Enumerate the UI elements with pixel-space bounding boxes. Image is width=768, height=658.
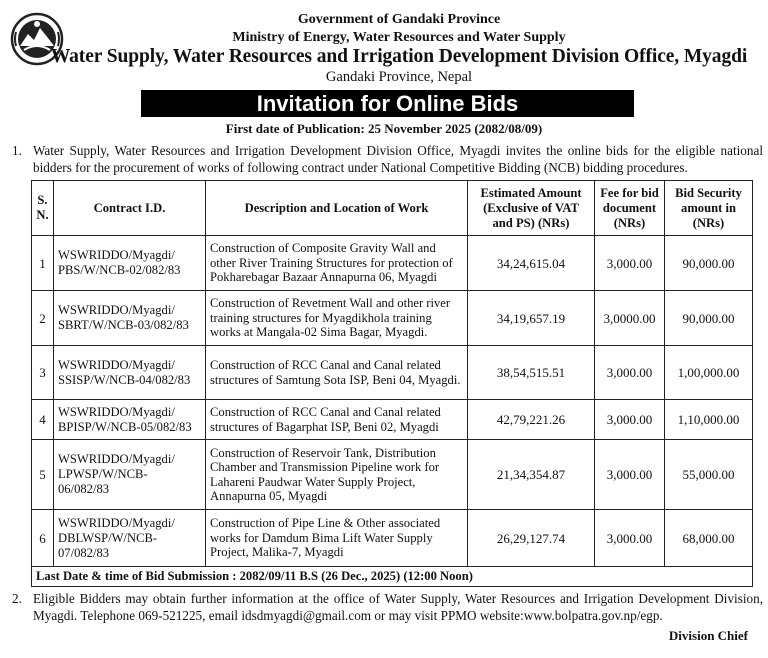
paragraph-text: Eligible Bidders may obtain further information at the office of Water Supply, Water Resources and Irrigation Development Division, Myagdi. Telephone 069-521225, email idsdmyagdi@gmail.com or may visit PPMO website:www.bolpatra.gov.np/egp. [33, 591, 763, 623]
ministry-name: Ministry of Energy, Water Resources and Water Supply [232, 30, 566, 45]
row-bid-security: 90,000.00 [665, 236, 753, 291]
paragraph-text: Water Supply, Water Resources and Irrigation Development Division Office, Myagdi invites the online bids for the eligible national bidders for the procurement of works of following contract under National Competitive Bidding (NCB) bidding procedures. [33, 143, 763, 175]
government-name: Government of Gandaki Province [297, 12, 501, 27]
table-row [32, 510, 753, 567]
header-sn: S. N. [32, 181, 54, 236]
paragraph-number: 1. [12, 143, 22, 158]
table-row [32, 291, 753, 346]
row-description: Construction of Pipe Line & Other associated works for Damdum Bima Lift Water Supply Project, Malika-7, Myagdi [206, 510, 468, 567]
row-bid-security: 90,000.00 [665, 291, 753, 346]
table-row [32, 346, 753, 400]
table-row [32, 400, 753, 440]
row-contract-id: WSWRIDDO/Myagdi/ SSISP/W/NCB-04/082/83 [54, 346, 206, 400]
row-bid-security: 68,000.00 [665, 510, 753, 567]
row-contract-id: WSWRIDDO/Myagdi/ BPISP/W/NCB-05/082/83 [54, 400, 206, 440]
row-description: Construction of RCC Canal and Canal related structures of Samtung Sota ISP, Beni 04, Myagdi. [206, 346, 468, 400]
bids-table [31, 180, 753, 587]
row-fee: 3,000.00 [595, 440, 665, 510]
row-estimated-amount: 34,24,615.04 [468, 236, 595, 291]
row-estimated-amount: 42,79,221.26 [468, 400, 595, 440]
row-fee: 3,000.00 [595, 236, 665, 291]
row-sn: 1 [32, 236, 54, 291]
header-fee: Fee for bid document (NRs) [595, 181, 665, 236]
header-estimated-amount: Estimated Amount (Exclusive of VAT and PS) (NRs) [468, 181, 595, 236]
row-estimated-amount: 26,29,127.74 [468, 510, 595, 567]
deadline-row [32, 567, 753, 587]
table-row [32, 236, 753, 291]
row-sn: 2 [32, 291, 54, 346]
row-estimated-amount: 38,54,515.51 [468, 346, 595, 400]
row-sn: 5 [32, 440, 54, 510]
row-sn: 4 [32, 400, 54, 440]
row-sn: 3 [32, 346, 54, 400]
office-location: Gandaki Province, Nepal [325, 69, 473, 85]
row-contract-id: WSWRIDDO/Myagdi/ PBS/W/NCB-02/082/83 [54, 236, 206, 291]
paragraph-number: 2. [12, 591, 22, 606]
header-bid-security: Bid Security amount in (NRs) [665, 181, 753, 236]
row-estimated-amount: 34,19,657.19 [468, 291, 595, 346]
header-description: Description and Location of Work [206, 181, 468, 236]
row-bid-security: 55,000.00 [665, 440, 753, 510]
row-description: Construction of Revetment Wall and other river training structures for Myagdikhola training works at Mangala-02 Sima Bagar, Myagdi. [206, 291, 468, 346]
row-fee: 3,000.00 [595, 510, 665, 567]
publication-date: First date of Publication: 25 November 2025 (2082/08/09) [225, 121, 543, 136]
row-estimated-amount: 21,34,354.87 [468, 440, 595, 510]
letterhead [0, 0, 768, 88]
row-sn: 6 [32, 510, 54, 567]
row-bid-security: 1,10,000.00 [665, 400, 753, 440]
header-contract-id: Contract I.D. [54, 181, 206, 236]
row-fee: 3,0000.00 [595, 291, 665, 346]
row-description: Construction of Reservoir Tank, Distribution Chamber and Transmission Pipeline work for Lahareni Paudwar Water Supply Project, Annapurna 05, Myagdi [206, 440, 468, 510]
row-contract-id: WSWRIDDO/Myagdi/ DBLWSP/W/NCB- 07/082/83 [54, 510, 206, 567]
table-row [32, 440, 753, 510]
row-bid-security: 1,00,000.00 [665, 346, 753, 400]
row-fee: 3,000.00 [595, 400, 665, 440]
notice-title: Invitation for Online Bids [141, 90, 634, 117]
office-name: Water Supply, Water Resources and Irrigation Development Division Office, Myagdi [50, 46, 748, 67]
row-description: Construction of RCC Canal and Canal related structures of Bagarphat ISP, Beni 02, Myagdi [206, 400, 468, 440]
row-description: Construction of Composite Gravity Wall and other River Training Structures for protection of Pokharebagar Bazaar Annapurna 06, Myagdi [206, 236, 468, 291]
row-contract-id: WSWRIDDO/Myagdi/ LPWSP/W/NCB- 06/082/83 [54, 440, 206, 510]
row-contract-id: WSWRIDDO/Myagdi/ SBRT/W/NCB-03/082/83 [54, 291, 206, 346]
row-fee: 3,000.00 [595, 346, 665, 400]
bid-submission-deadline: Last Date & time of Bid Submission : 2082/09/11 B.S (26 Dec., 2025) (12:00 Noon) [32, 567, 753, 587]
signatory-title: Division Chief [668, 628, 748, 643]
table-header-row [32, 181, 753, 236]
